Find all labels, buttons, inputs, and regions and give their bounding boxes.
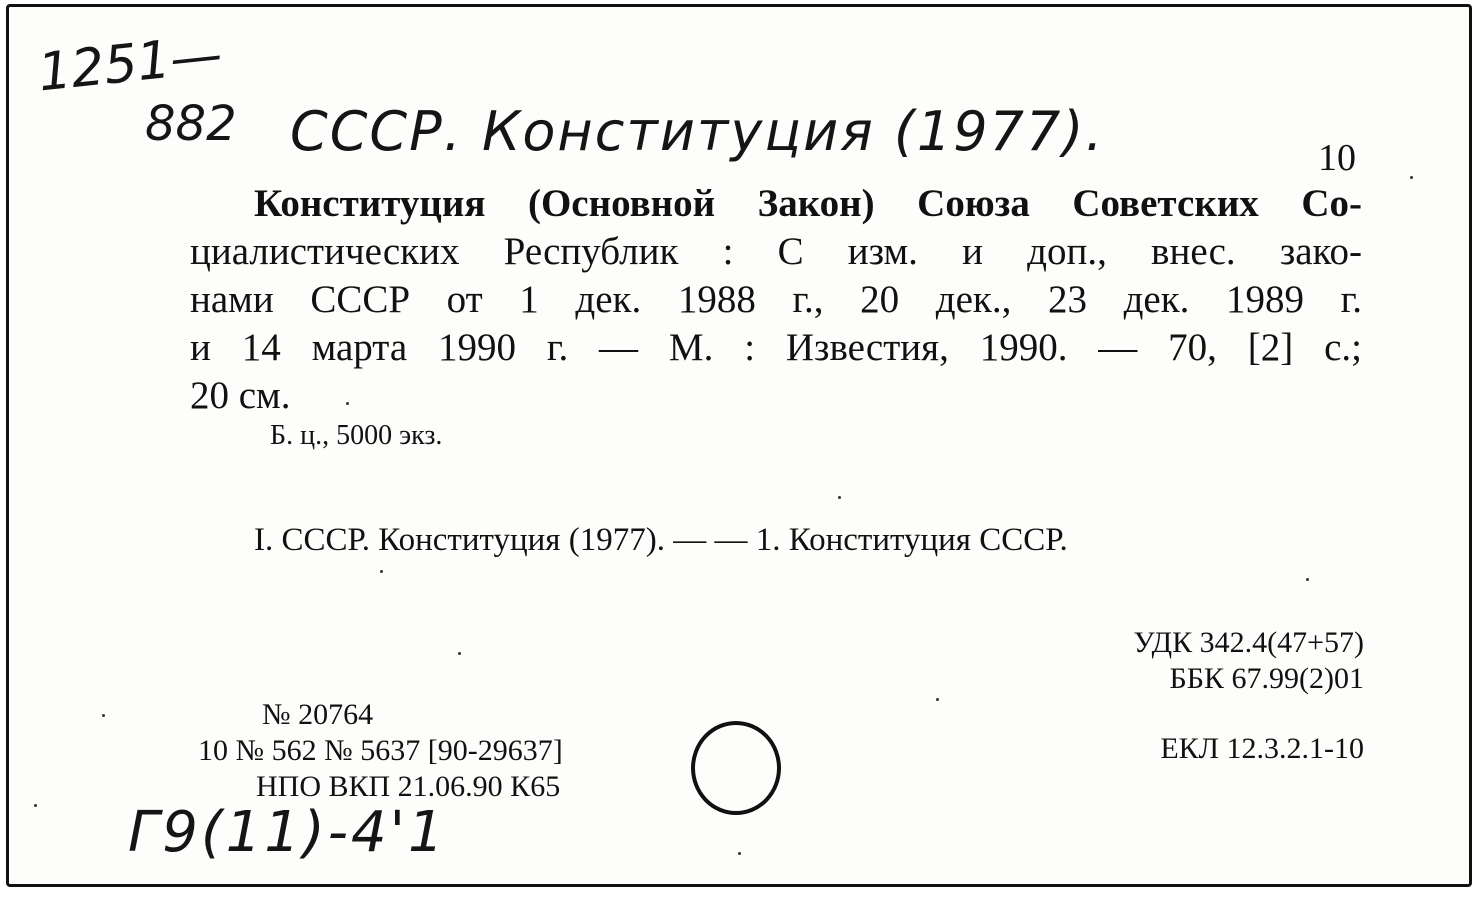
circle-mark-icon <box>688 718 784 818</box>
description-line: 20 см. <box>190 374 291 417</box>
price-print-run: Б. ц., 5000 экз. <box>270 420 443 451</box>
speck <box>34 804 37 807</box>
speck <box>1306 578 1309 581</box>
speck <box>346 402 349 405</box>
description-line: и 14 марта 1990 г. — М. : Известия, 1990. — 70, [2] с.; <box>190 326 1362 369</box>
handwritten-call-number-top: 1251— <box>35 24 225 104</box>
bbk-code: ББК 67.99(2)01 <box>1169 662 1364 695</box>
print-info: 10 № 562 № 5637 [90-29637] <box>198 734 563 767</box>
description-line: Конституция (Основной Закон) Союза Советских Со- <box>254 182 1362 225</box>
speck <box>1410 176 1413 179</box>
speck <box>458 652 461 655</box>
order-number: № 20764 <box>262 698 374 731</box>
handwritten-bottom-code: Г9(11)-4'1 <box>128 800 447 865</box>
speck <box>838 496 841 499</box>
ekl-code: ЕКЛ 12.3.2.1-10 <box>1160 732 1364 765</box>
description-line: нами СССР от 1 дек. 1988 г., 20 дек., 23 дек. 1989 г. <box>190 278 1362 321</box>
udk-code: УДК 342.4(47+57) <box>1133 626 1364 659</box>
speck <box>936 698 939 701</box>
speck <box>380 570 383 573</box>
handwritten-heading: СССР. Конституция (1977). <box>290 100 1105 163</box>
publisher-info: НПО ВКП 21.06.90 К65 <box>256 770 561 803</box>
bibliographic-description <box>190 180 1362 420</box>
page-number: 10 <box>1318 137 1356 179</box>
description-line: циалистических Республик : С изм. и доп., внес. зако- <box>190 230 1362 273</box>
speck <box>102 714 105 717</box>
tracings: I. СССР. Конституция (1977). — — 1. Конституция СССР. <box>254 522 1068 558</box>
handwritten-call-number-bottom: 882 <box>145 96 237 152</box>
speck <box>738 852 741 855</box>
